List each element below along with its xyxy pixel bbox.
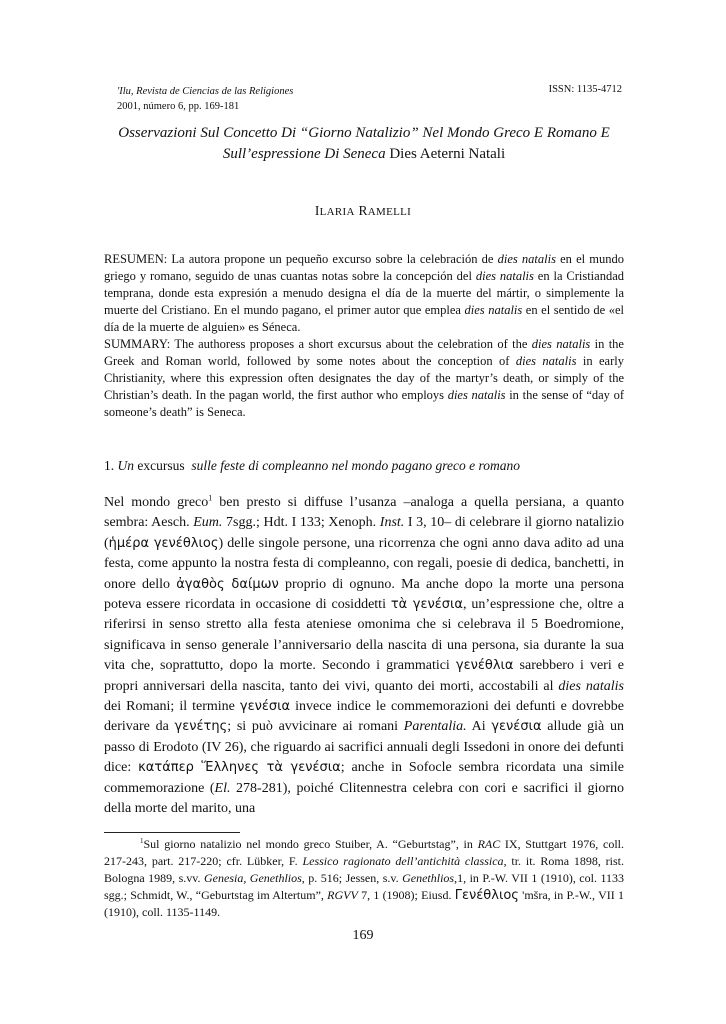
summary-text-2: in the Greek and Roman world, followed by some notes about the conception of (104, 337, 624, 368)
greek-text: γενέσια (491, 719, 542, 735)
footnote-text: 7, 1 (1908); Eiusd. (357, 888, 455, 902)
section-title-1: Un (117, 458, 134, 473)
resumen-em-2: dies natalis (475, 269, 534, 283)
greek-text: γενέτης (174, 719, 228, 735)
footnote-divider (104, 832, 240, 833)
section-heading (104, 458, 520, 474)
body-em: Parentalia. (403, 719, 467, 735)
greek-text: ἀγαθὸς δαίμων (176, 576, 279, 592)
body-em: El. (214, 780, 231, 796)
summary-text-3: in early Christianity, where this expression often designates the day of the martyr’s death, or simply of the Christian’s death. In the pagan world, the first author who employs (104, 354, 624, 402)
page-number: 169 (352, 928, 374, 943)
footnote-text: Sul giorno natalizio nel mondo greco Stuiber, A. “Geburtstag”, in (143, 837, 478, 851)
author-initial-1: I (314, 203, 320, 218)
body-text: ; anche in Sofocle sembra ricordata una simile commemorazione ( (104, 760, 624, 796)
section-number: 1. (104, 458, 115, 473)
greek-text: γενέθλια (455, 658, 514, 674)
footnote-ref[interactable]: 1 (208, 493, 213, 503)
title-plain: Dies Aeterni Natali (389, 146, 506, 162)
body-text: dei Romani; il termine (104, 699, 240, 715)
resumen-em-3: dies natalis (464, 303, 523, 317)
summary-em-2: dies natalis (515, 354, 577, 368)
resumen-text-2: en el mundo griego y romano, seguido de unas cuantas notas sobre la concepción del (104, 252, 625, 283)
title-italic: Osservazioni Sul Concetto Di “Giorno Natalizio” Nel Mondo Greco E Romano E Sull’espressione Di Seneca (118, 125, 610, 162)
resumen-text-1: RESUMEN: La autora propone un pequeño excurso sobre la celebración de (104, 252, 498, 266)
body-text: invece indice le commemorazioni dei defunti e dovrebbe derivare da (104, 699, 624, 735)
body-paragraph (104, 493, 624, 820)
greek-text: τὰ γενέσια (390, 597, 463, 613)
abstract (104, 251, 624, 421)
body-text: proprio di ognuno. Ma anche dopo la morte una persona poteva essere ricordata in occasione di cosiddetti (104, 576, 624, 613)
body-text: ; si può avvicinare ai romani (227, 719, 404, 735)
abstract-resumen (104, 251, 624, 336)
abstract-summary (104, 336, 624, 421)
footnote-text: IX, Stuttgart 1976, coll. 217-243, part. 217-220; cfr. Lübker, F. (104, 837, 624, 868)
author-rest-1: LARIA (319, 206, 355, 218)
author-rest-2: AMELLI (367, 206, 412, 218)
body-text: I 3, 10– di celebrare il giorno natalizio ( (104, 515, 624, 551)
body-em: dies natalis (558, 678, 624, 694)
body-text: 7sgg.; Hdt. I 133; Xenoph. (222, 515, 380, 531)
greek-text: Γενέθλιος (454, 888, 519, 903)
footnote-text: , p. 516; Jessen, s.v. (301, 871, 403, 885)
author-name (0, 203, 726, 219)
body-text: sarebbero i veri e propri anniversari della nascita, tanto dei vivi, quanto dei morti, accostabili al (104, 658, 624, 694)
body-text: ben presto si diffuse l’usanza –analoga a quella persiana, a quanto sembra: Aesch. (104, 495, 624, 531)
footnote-em: RGVV (327, 888, 358, 902)
footnote (104, 836, 624, 921)
issn: ISSN: 1135-4712 (548, 84, 622, 95)
footnote-number: 1 (140, 837, 144, 845)
resumen-em-1: dies natalis (497, 252, 556, 266)
footnote-em: RAC (477, 837, 501, 851)
body-em: Eum. (193, 515, 223, 531)
paragraph (104, 493, 624, 820)
journal-title: 'Ilu, Revista de Ciencias de las Religiones (117, 86, 294, 97)
greek-text: γενέσια (239, 699, 291, 715)
body-text: 278-281), poiché Clitennestra celebra con cori e sacrifici il giorno della morte del marito, una (104, 780, 624, 817)
footnote-em: Genesia, Genethlios (204, 871, 302, 885)
body-text: ) delle singole persone, una ricorrenza che ogni anno dava adito ad una festa, come appunto la nostra festa di compleanno, con regali, poesie di dedica, banchetti, in onore dello (104, 535, 624, 592)
footnote-em: Genethlios (402, 871, 455, 885)
summary-text-4: in the sense of “day of someone’s death” is Seneca. (104, 388, 625, 419)
footnote-text: ,1, in P.-W. VII 1 (1910), col. 1133 sgg.; Schmidt, W., “Geburtstag im Altertum”, (104, 871, 625, 902)
resumen-text-3: en la Cristiandad temprana, donde esta expresión a menudo designa el día de la muerte del mártir, o simplemente la muerte del Cristiano. En el mundo pagano, el primer autor que emplea (104, 269, 625, 317)
footnote-text: 'mšra, in P.-W., VII 1 (1910), coll. 1135-1149. (104, 888, 624, 919)
greek-text: ἡμέρα γενέθλιος (108, 535, 219, 551)
section-title-plain: excursus (137, 458, 185, 473)
summary-text-1: SUMMARY: The authoress proposes a short excursus about the celebration of the (104, 337, 532, 351)
body-text: Nel mondo greco (104, 495, 209, 510)
section-title-2: sulle feste di compleanno nel mondo pagano greco e romano (191, 458, 520, 473)
article-title (104, 123, 624, 165)
journal-info (117, 84, 293, 114)
footnote-em: Lessico ragionato dell’antichità classica (302, 854, 504, 868)
greek-text: κατάπερ Ἕλληνες τὰ γενέσια (138, 760, 341, 776)
author-initial-2: R (358, 203, 368, 218)
journal-issue: 2001, número 6, pp. 169-181 (117, 101, 240, 112)
summary-em-3: dies natalis (447, 388, 506, 402)
body-text: allude già un passo di Erodoto (IV 26), che riguardo ai sacrifici annuali degli Issedoni in onore dei defunti dice: (104, 719, 624, 776)
body-em: Inst. (379, 515, 405, 531)
resumen-text-4: en el sentido de «el día de la muerte de alguien» es Séneca. (104, 303, 624, 334)
body-text: Ai (466, 719, 492, 735)
footnote-text: , tr. it. Roma 1898, rist. Bologna 1989, s.vv. (104, 854, 624, 885)
summary-em-1: dies natalis (531, 337, 591, 351)
body-text: , un’espressione che, oltre a riferirsi in senso stretto alla festa ateniese omonima che si celebrava il 5 Boedromione, significava in senso generale l’anniversario della nascita di una persona, sia durante la sua vita che, soprattutto, dopo la morte. Secondo i grammatici (104, 597, 625, 674)
